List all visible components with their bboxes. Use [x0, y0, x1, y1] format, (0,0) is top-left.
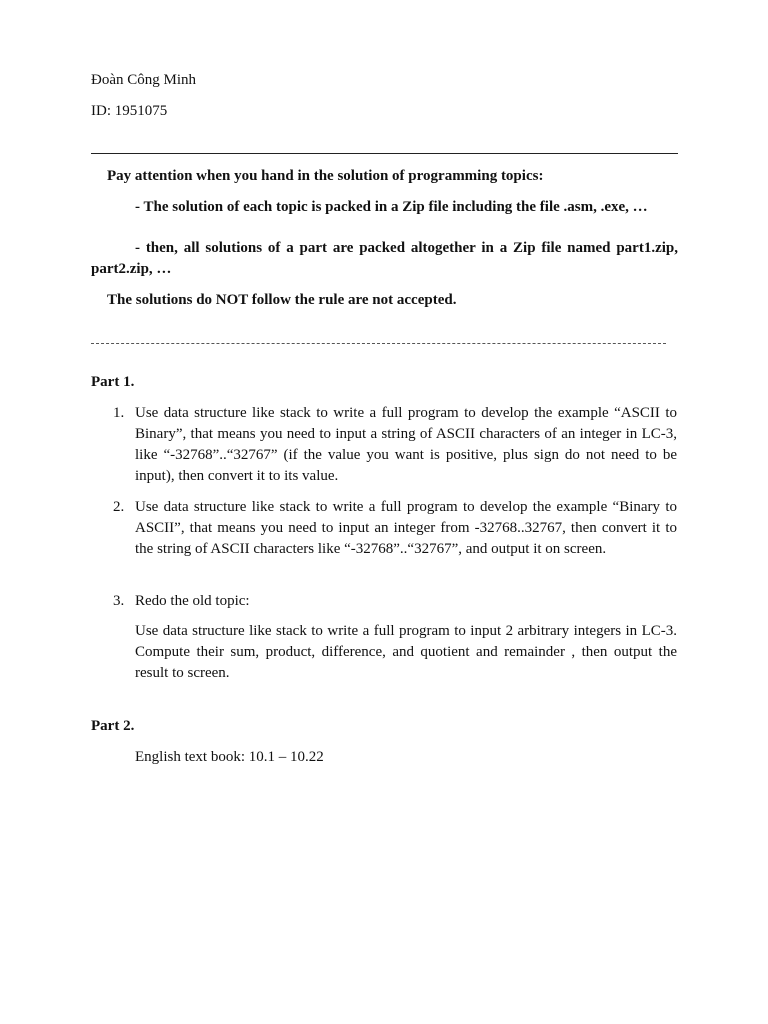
notice-rule-2: - then, all solutions of a part are packed altogether in a Zip file named part1.zip, part2.zip, …: [91, 240, 678, 277]
list-item-text: Use data structure like stack to write a full program to develop the example “Binary to ASCII”, that means you need to input an integer from -32768..32767, then convert it to the string of ASCII characters like “-32768”..“32767”, and output it on screen.: [135, 499, 677, 557]
part2-text: English text book: 10.1 – 10.22: [135, 749, 324, 765]
dashed-separator: [91, 343, 666, 344]
notice-rule-1: - The solution of each topic is packed in a Zip file including the file .asm, .exe, …: [135, 199, 648, 215]
list-item-number: 1.: [113, 405, 125, 421]
student-name: Đoàn Công Minh: [91, 72, 196, 88]
notice-title: Pay attention when you hand in the solution of programming topics:: [107, 168, 544, 184]
notice-warning: The solutions do NOT follow the rule are not accepted.: [107, 292, 457, 308]
divider-line: [91, 153, 678, 154]
list-item-text: Redo the old topic:: [135, 593, 250, 609]
list-item-number: 2.: [113, 499, 125, 515]
student-id: ID: 1951075: [91, 103, 168, 119]
part2-heading: Part 2.: [91, 718, 135, 734]
list-item-text: Use data structure like stack to write a full program to develop the example “ASCII to Binary”, that means you need to input a string of ASCII characters of an integer in LC-3, like “-32768”..“32767” (if the value you want is positive, plus sign do not need to be input), then convert it to its value.: [135, 405, 677, 484]
list-item-number: 3.: [113, 593, 125, 609]
item3-detail: Use data structure like stack to write a full program to input 2 arbitrary integers in LC-3. Compute their sum, product, difference, and quotient and remainder , then output the result to screen.: [135, 623, 677, 681]
part1-heading: Part 1.: [91, 374, 135, 390]
